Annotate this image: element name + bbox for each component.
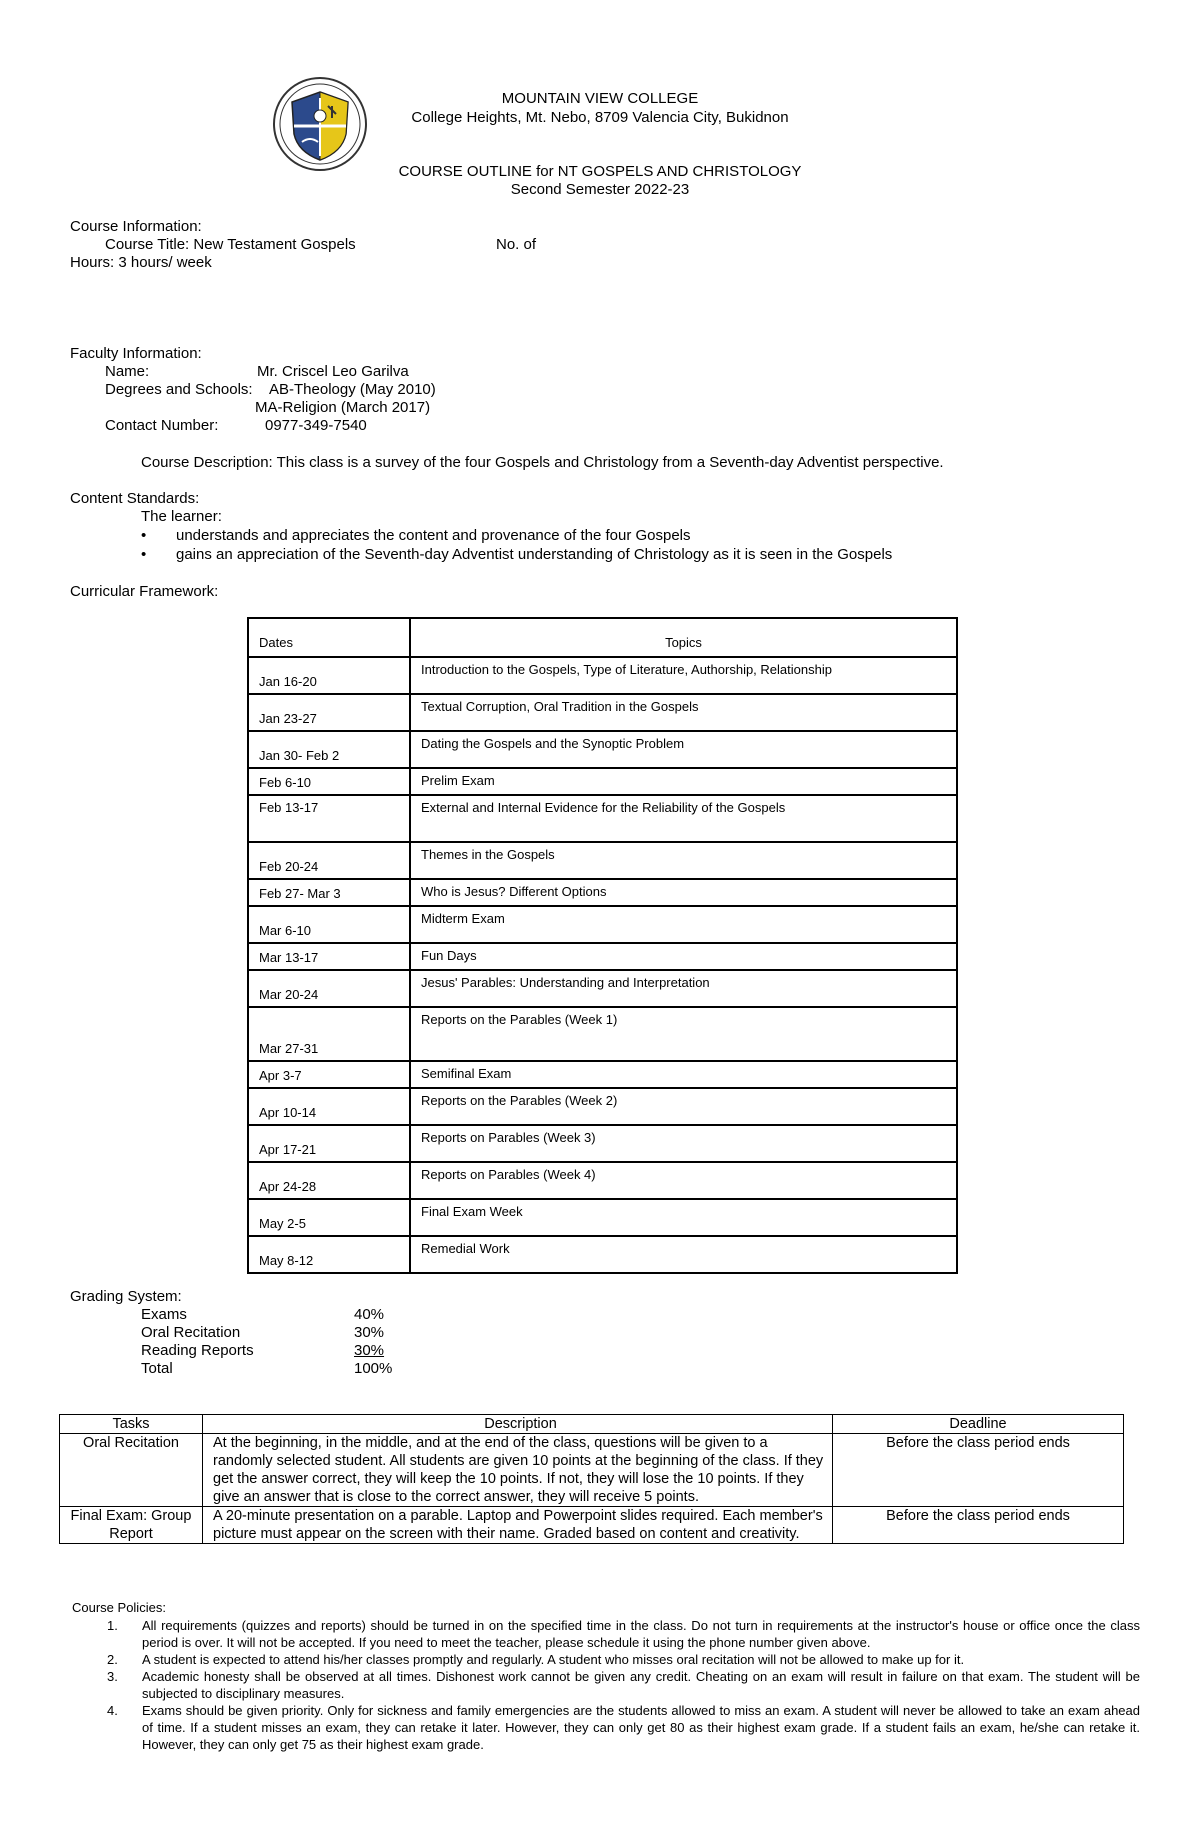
table-row (60, 1507, 1124, 1544)
policy-text: Exams should be given priority. Only for sickness and family emergencies are the students allowed to miss an exam. A student will never be allowed to take an exam ahead of time. If a student misses an exam, they can retake it later. However, they can only get 80 as their highest exam grade. If a student fails an exam, he/she can retake it. However, they can only get 75 as their highest exam grade. (142, 1703, 1140, 1752)
table-header-row (248, 618, 957, 657)
table-row (248, 694, 957, 731)
faculty-name: Mr. Criscel Leo Garilva (257, 363, 409, 380)
content-standards-list (141, 526, 1041, 564)
date-cell: Feb 6-10 (248, 768, 410, 795)
contact-number: 0977-349-7540 (265, 417, 367, 434)
deadline-cell: Before the class period ends (833, 1434, 1124, 1507)
date-cell: Feb 27- Mar 3 (248, 879, 410, 906)
description-cell: At the beginning, in the middle, and at the end of the class, questions will be given to a randomly selected student. All students are given 10 points at the beginning of the class. If they get the answer correct, they will keep the 10 points. If not, they will lose the 10 points. If they give an answer that is close to the correct answer, they will receive 5 points. (203, 1434, 833, 1507)
deadline-cell: Before the class period ends (833, 1507, 1124, 1544)
learner-label: The learner: (141, 508, 222, 525)
policy-number: 1. (107, 1618, 118, 1633)
list-item (72, 1668, 1140, 1702)
topic-cell: Fun Days (410, 943, 957, 970)
topic-cell: External and Internal Evidence for the Reliability of the Gospels (410, 795, 957, 842)
list-item (72, 1651, 1140, 1668)
course-info-heading: Course Information: (70, 218, 202, 235)
policy-number: 4. (107, 1703, 118, 1718)
table-row (248, 1199, 957, 1236)
grading-label: Reading Reports (141, 1342, 254, 1359)
tasks-table (59, 1414, 1124, 1544)
table-row (248, 1088, 957, 1125)
table-row (248, 879, 957, 906)
topic-cell: Introduction to the Gospels, Type of Literature, Authorship, Relationship (410, 657, 957, 694)
task-cell: Oral Recitation (60, 1434, 203, 1507)
grading-value: 30% (354, 1324, 385, 1341)
no-of-label: No. of (496, 236, 537, 253)
topic-cell: Jesus' Parables: Understanding and Interpretation (410, 970, 957, 1007)
date-cell: Feb 20-24 (248, 842, 410, 879)
college-address: College Heights, Mt. Nebo, 8709 Valencia City, Bukidnon (411, 109, 789, 126)
table-row (248, 657, 957, 694)
course-policies-heading: Course Policies: (72, 1600, 166, 1615)
tasks-header: Tasks (60, 1415, 203, 1434)
topic-cell: Semifinal Exam (410, 1061, 957, 1088)
date-cell: Apr 3-7 (248, 1061, 410, 1088)
date-cell: May 8-12 (248, 1236, 410, 1273)
topic-cell: Textual Corruption, Oral Tradition in the Gospels (410, 694, 957, 731)
grading-value: 100% (354, 1360, 393, 1377)
grading-label: Total (141, 1360, 173, 1377)
table-row (248, 1061, 957, 1088)
content-standards-heading: Content Standards: (70, 490, 200, 507)
list-item: • gains an appreciation of the Seventh-day Adventist understanding of Christology as it is seen in the Gospels (141, 545, 1041, 564)
date-cell: Mar 27-31 (248, 1007, 410, 1061)
description-header: Description (203, 1415, 833, 1434)
date-cell: Jan 30- Feb 2 (248, 731, 410, 768)
date-cell: Jan 16-20 (248, 657, 410, 694)
list-item: • understands and appreciates the content and provenance of the four Gospels (141, 526, 1041, 545)
topic-cell: Midterm Exam (410, 906, 957, 943)
topic-cell: Reports on Parables (Week 3) (410, 1125, 957, 1162)
topic-cell: Reports on the Parables (Week 2) (410, 1088, 957, 1125)
table-row (60, 1434, 1124, 1507)
course-description: Course Description: This class is a survey of the four Gospels and Christology from a Seventh-day Adventist perspective. (141, 454, 944, 471)
table-row (248, 1007, 957, 1061)
table-header-row (60, 1415, 1124, 1434)
grading-value: 40% (354, 1306, 385, 1323)
date-cell: Mar 13-17 (248, 943, 410, 970)
policy-number: 3. (107, 1669, 118, 1684)
course-title: Course Title: New Testament Gospels (105, 236, 356, 253)
table-row (248, 731, 957, 768)
date-cell: Feb 13-17 (248, 795, 410, 842)
dates-header: Dates (248, 618, 410, 657)
contact-label: Contact Number: (105, 417, 219, 434)
table-row (248, 970, 957, 1007)
college-name: MOUNTAIN VIEW COLLEGE (501, 90, 699, 107)
topic-cell: Remedial Work (410, 1236, 957, 1273)
topic-cell: Who is Jesus? Different Options (410, 879, 957, 906)
table-row (248, 906, 957, 943)
grading-label: Oral Recitation (141, 1324, 241, 1341)
date-cell: Jan 23-27 (248, 694, 410, 731)
topic-cell: Reports on Parables (Week 4) (410, 1162, 957, 1199)
policy-number: 2. (107, 1652, 118, 1667)
semester: Second Semester 2022-23 (510, 181, 690, 198)
curricular-framework-table (247, 617, 958, 1274)
faculty-name-label: Name: (105, 363, 150, 380)
grading-value: 30% (354, 1342, 385, 1359)
course-outline-title: COURSE OUTLINE for NT GOSPELS AND CHRISTOLOGY (398, 163, 802, 180)
policy-text: Academic honesty shall be observed at all times. Dishonest work cannot be given any credit. Cheating on an exam will result in failure on that exam. The student will be subjected to disciplinary measures. (142, 1669, 1140, 1701)
date-cell: Apr 17-21 (248, 1125, 410, 1162)
task-cell: Final Exam: Group Report (60, 1507, 203, 1544)
table-row (248, 1236, 957, 1273)
table-row (248, 943, 957, 970)
topic-cell: Final Exam Week (410, 1199, 957, 1236)
date-cell: Apr 24-28 (248, 1162, 410, 1199)
table-row (248, 1162, 957, 1199)
table-row (248, 842, 957, 879)
date-cell: Mar 6-10 (248, 906, 410, 943)
faculty-info-heading: Faculty Information: (70, 345, 202, 362)
grading-label: Exams (141, 1306, 187, 1323)
date-cell: May 2-5 (248, 1199, 410, 1236)
topic-cell: Themes in the Gospels (410, 842, 957, 879)
course-hours: Hours: 3 hours/ week (70, 254, 212, 271)
curricular-framework-heading: Curricular Framework: (70, 583, 219, 600)
date-cell: Mar 20-24 (248, 970, 410, 1007)
table-row (248, 768, 957, 795)
degrees-label: Degrees and Schools: (105, 381, 253, 398)
table-row (248, 1125, 957, 1162)
table-row (248, 795, 957, 842)
list-item (72, 1702, 1140, 1753)
topics-header: Topics (410, 618, 957, 657)
topic-cell: Dating the Gospels and the Synoptic Problem (410, 731, 957, 768)
deadline-header: Deadline (833, 1415, 1124, 1434)
course-policies-list (72, 1617, 1140, 1753)
topic-cell: Prelim Exam (410, 768, 957, 795)
list-item (72, 1617, 1140, 1651)
degree-1: AB-Theology (May 2010) (269, 381, 436, 398)
policy-text: A student is expected to attend his/her classes promptly and regularly. A student who misses oral recitation will not be allowed to make up for it. (142, 1652, 965, 1667)
date-cell: Apr 10-14 (248, 1088, 410, 1125)
topic-cell: Reports on the Parables (Week 1) (410, 1007, 957, 1061)
policy-text: All requirements (quizzes and reports) should be turned in on the specified time in the class. Do not turn in requirements at the instructor's house or office once the class period is over. It will not be accepted. If you need to meet the teacher, please schedule it using the phone number given above. (142, 1618, 1140, 1650)
degree-2: MA-Religion (March 2017) (255, 399, 431, 416)
description-cell: A 20-minute presentation on a parable. Laptop and Powerpoint slides required. Each member's picture must appear on the screen with their name. Graded based on content and creativity. (203, 1507, 833, 1544)
grading-heading: Grading System: (70, 1288, 182, 1305)
